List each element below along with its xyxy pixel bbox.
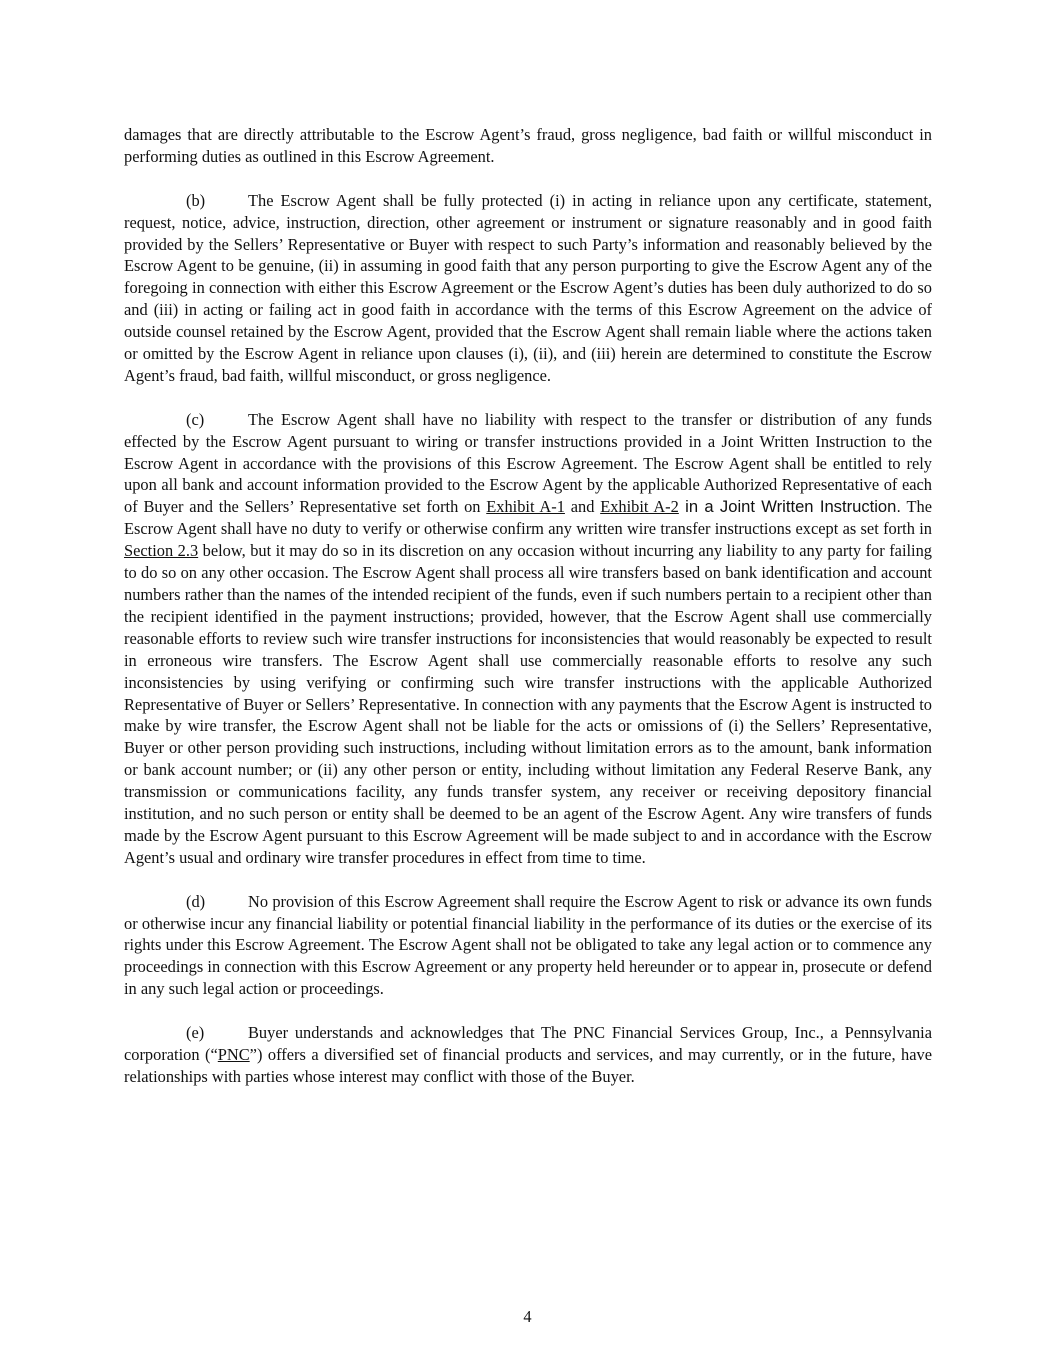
paragraph-c-marker: (c)	[186, 409, 205, 429]
paragraph-e	[124, 1022, 932, 1088]
paragraph-e-text-2: ”) offers a diversified set of financial products and services, and may currently, or in the future, have relationships with parties whose interest may conflict with those of the Buyer.	[124, 1045, 932, 1086]
exhibit-a1-reference: Exhibit A-1	[486, 497, 565, 517]
paragraph-d-text: No provision of this Escrow Agreement shall require the Escrow Agent to risk or advance its own funds or otherwise incur any financial liability or potential financial liability in the performance of its duties or the exercise of its rights under this Escrow Agreement. The Escrow Agent shall not be obligated to take any legal action or to commence any proceedings in connection with this Escrow Agreement or any property held hereunder or to appear in, prosecute or defend in any such legal action or proceedings.	[124, 891, 932, 999]
paragraph-c-text-2: and	[564, 497, 601, 517]
paragraph-c	[124, 409, 932, 869]
paragraph-b	[124, 190, 932, 387]
paragraph-a-continuation	[124, 124, 932, 168]
paragraph-e-marker: (e)	[186, 1023, 205, 1043]
exhibit-a2-reference: Exhibit A-2	[600, 497, 679, 517]
paragraph-b-marker: (b)	[186, 190, 206, 210]
paragraph-d	[124, 891, 932, 1001]
paragraph-c-text-4: The Escrow Agent shall have no duty to verify or otherwise confirm any written wire transfer instructions except as set forth in	[124, 497, 932, 539]
section-2-3-reference: Section 2.3	[124, 541, 199, 561]
paragraph-c-text-1: The Escrow Agent shall have no liability with respect to the transfer or distribution of any funds effected by the Escrow Agent pursuant to wiring or transfer instructions provided in a Joint Written Instruction to the Escrow Agent in accordance with the provisions of this Escrow Agreement. The Escrow Agent shall be entitled to rely upon all bank and account information provided to the Escrow Agent by the applicable Authorized Representative of each of Buyer and the Sellers’ Representative set forth on	[124, 409, 932, 517]
paragraph-a-text: damages that are directly attributable to the Escrow Agent’s fraud, gross negligence, bad faith or willful misconduct in performing duties as outlined in this Escrow Agreement.	[124, 125, 932, 166]
paragraph-e-text-1: Buyer understands and acknowledges that The PNC Financial Services Group, Inc., a Pennsylvania corporation (“	[124, 1023, 932, 1064]
paragraph-c-text-3: in a Joint Written Instruction.	[678, 497, 901, 517]
paragraph-c-text-5: below, but it may do so in its discretion on any occasion without incurring any liability to any party for failing to do so on any other occasion. The Escrow Agent shall process all wire transfers based on bank identification and account numbers rather than the names of the intended recipient of the funds, even if such numbers pertain to a recipient other than the recipient identified in the payment instructions; provided, however, that the Escrow Agent shall use commercially reasonable efforts to review such wire transfer instructions for inconsistencies that would reasonably be expected to result in erroneous wire transfers. The Escrow Agent shall use commercially reasonable efforts to resolve any such inconsistencies by using verifying or confirming such wire transfer instructions with the applicable Authorized Representative of Buyer or Sellers’ Representative. In connection with any payments that the Escrow Agent is instructed to make by wire transfer, the Escrow Agent shall not be liable for the acts or omissions of (i) the Sellers’ Representative, Buyer or other person providing such instructions, including without limitation errors as to the amount, bank information or bank account number; or (ii) any other person or entity, including without limitation any Federal Reserve Bank, any transmission or communications facility, any funds transfer system, any receiver or receiving depository financial institution, and no such person or entity shall be deemed to be an agent of the Escrow Agent. Any wire transfers of funds made by the Escrow Agent pursuant to this Escrow Agreement will be made subject to and in accordance with the Escrow Agent’s usual and ordinary wire transfer procedures in effect from time to time.	[124, 541, 933, 867]
pnc-defined-term: PNC	[217, 1045, 250, 1064]
paragraph-b-text: The Escrow Agent shall be fully protected (i) in acting in reliance upon any certificate, statement, request, notice, advice, instruction, direction, other agreement or instrument or signature reasonably and in good faith provided by the Sellers’ Representative or Buyer with respect to such Party’s information and reasonably believed by the Escrow Agent to be genuine, (ii) in assuming in good faith that any person purporting to give the Escrow Agent any of the foregoing in connection with either this Escrow Agreement or the Escrow Agent’s duties has been duly authorized to do so and (iii) in acting or failing act in good faith in accordance with the terms of this Escrow Agreement on the advice of outside counsel retained by the Escrow Agent, provided that the Escrow Agent shall remain liable where the actions taken or omitted by the Escrow Agent in reliance upon clauses (i), (ii), and (iii) herein are determined to constitute the Escrow Agent’s fraud, bad faith, willful misconduct, or gross negligence.	[124, 190, 932, 385]
page-number: 4	[523, 1307, 532, 1326]
paragraph-d-marker: (d)	[186, 891, 206, 911]
document-body	[124, 124, 932, 1110]
